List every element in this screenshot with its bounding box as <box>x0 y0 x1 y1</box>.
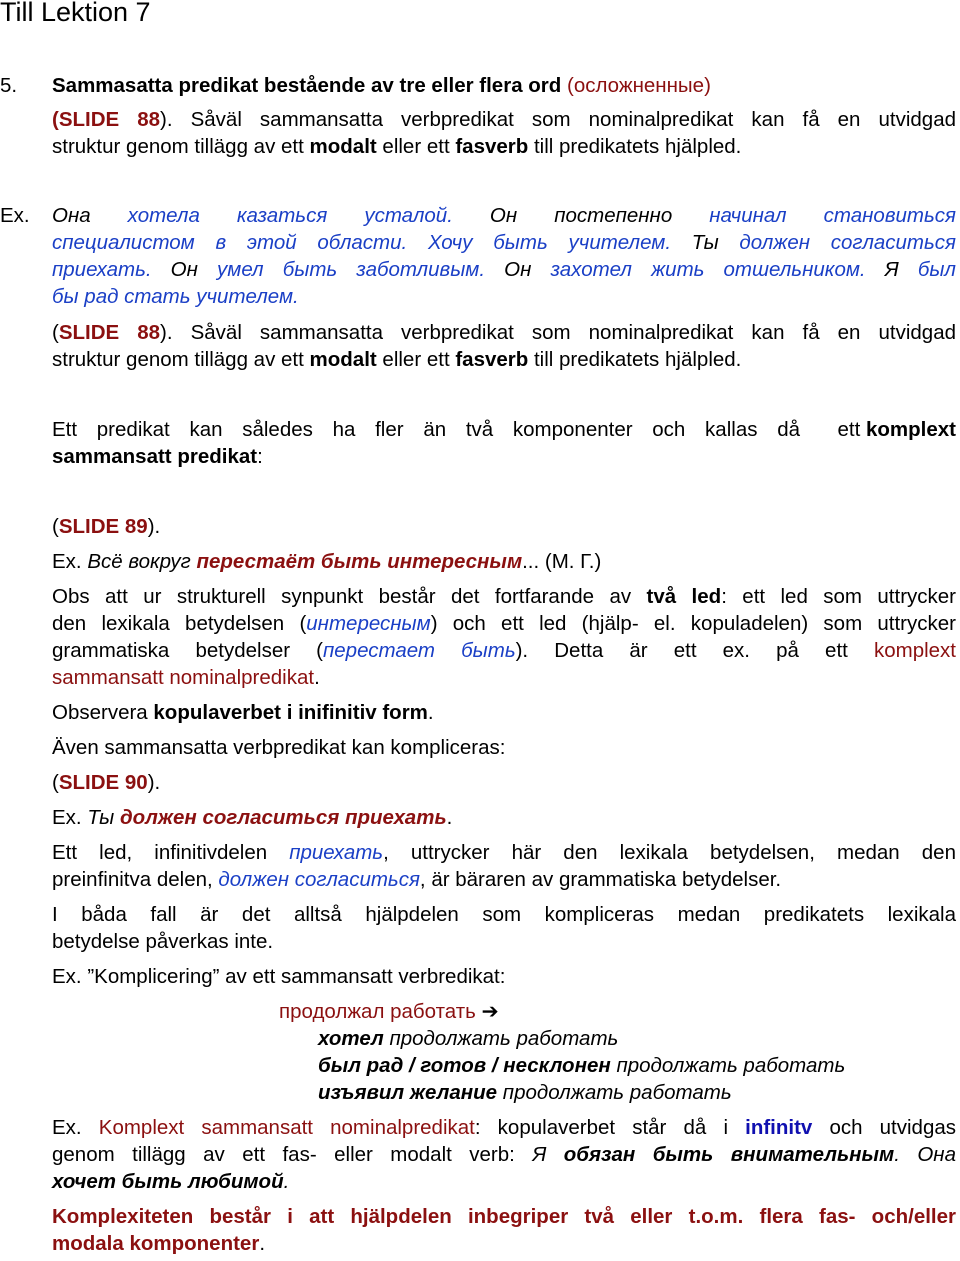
komplex-para-line-2: sammansatt predikat: <box>52 445 263 468</box>
repeat-para-line-2: struktur genom tillägg av ett modalt eller ett fasverb till predikatets hjälpled. <box>52 348 742 371</box>
chain-line-3: был рад / готов / несклонен продолжать работать <box>318 1054 846 1077</box>
obs-line-3: grammatiska betydelser (перестает быть). Detta är ett ex. på ett komplext <box>52 639 956 662</box>
example-1-line-2: специалистом в этой области. Хочу быть учителем. Ты должен согласиться <box>52 231 956 254</box>
chain-line-1: продолжал работать ➔ <box>279 1000 499 1023</box>
slide-89: (SLIDE 89). <box>52 515 161 538</box>
ibada-line-2: betydelse påverkas inte. <box>52 930 274 953</box>
example-3: Ex. Ты должен согласиться приехать. <box>52 806 453 829</box>
section-number: 5. <box>0 74 18 97</box>
section-heading: Sammasatta predikat bestående av tre eller flera ord (осложненные) <box>52 74 711 97</box>
slide-90: (SLIDE 90). <box>52 771 161 794</box>
komplex-para-line-1: Ett predikat kan således ha fler än två komponenter och kallas då ett komplext <box>52 418 956 441</box>
observera-line: Observera kopulaverbet i inifinitiv form. <box>52 701 434 724</box>
aven-line: Även sammansatta verbpredikat kan kompliceras: <box>52 736 506 759</box>
ibada-line-1: I båda fall är det alltså hjälpdelen som kompliceras medan predikatets lexikala <box>52 903 956 926</box>
chain-line-4: изъявил желание продолжать работать <box>318 1081 732 1104</box>
example-5-line-1: Ex. Komplext sammansatt nominalpredikat: kopulaverbet står då i infinitv och utvidgas <box>52 1116 956 1139</box>
final-line-1: Komplexiteten består i att hjälpdelen inbegriper två eller t.o.m. flera fas- och/eller <box>52 1205 956 1228</box>
example-label: Ex. <box>0 204 30 227</box>
obs-line-4: sammansatt nominalpredikat. <box>52 666 320 689</box>
example-5-line-3: хочет быть любимой. <box>52 1170 290 1193</box>
page-title: Till Lektion 7 <box>0 0 151 27</box>
example-4: Ex. ”Komplicering” av ett sammansatt verbredikat: <box>52 965 506 988</box>
obs-line-2: den lexikala betydelsen (интересным) och ett led (hjälp- el. kopuladelen) som uttrycker <box>52 612 956 635</box>
final-line-2: modala komponenter. <box>52 1232 266 1255</box>
repeat-para-line-1: (SLIDE 88). Såväl sammansatta verbpredikat som nominalpredikat kan få en utvidgad <box>52 321 956 344</box>
section-para-line-2: struktur genom tillägg av ett modalt eller ett fasverb till predikatets hjälpled. <box>52 135 742 158</box>
arrow-icon: ➔ <box>481 1000 499 1023</box>
example-5-line-2: genom tillägg av ett fas- eller modalt verb: Я обязан быть внимательным. Она <box>52 1143 956 1166</box>
section-para-line-1: (SLIDE 88). Såväl sammansatta verbpredikat som nominalpredikat kan få en utvidgad <box>52 108 956 131</box>
example-1-line-1: Она хотела казаться усталой. Он постепенно начинал становиться <box>52 204 956 227</box>
example-2: Ex. Всё вокруг перестаёт быть интересным... (М. Г.) <box>52 550 602 573</box>
ettled-line-2: preinfinitva delen, должен согласиться, är bäraren av grammatiska betydelser. <box>52 868 782 891</box>
example-1-line-3: приехать. Он умел быть заботливым. Он захотел жить отшельником. Я был <box>52 258 956 281</box>
example-1-line-4: бы рад стать учителем. <box>52 285 299 308</box>
chain-line-2: хотел продолжать работать <box>318 1027 619 1050</box>
obs-line-1: Obs att ur strukturell synpunkt består det fortfarande av två led: ett led som uttrycker <box>52 585 957 608</box>
ettled-line-1: Ett led, infinitivdelen приехать, uttrycker här den lexikala betydelsen, medan den <box>52 841 956 864</box>
